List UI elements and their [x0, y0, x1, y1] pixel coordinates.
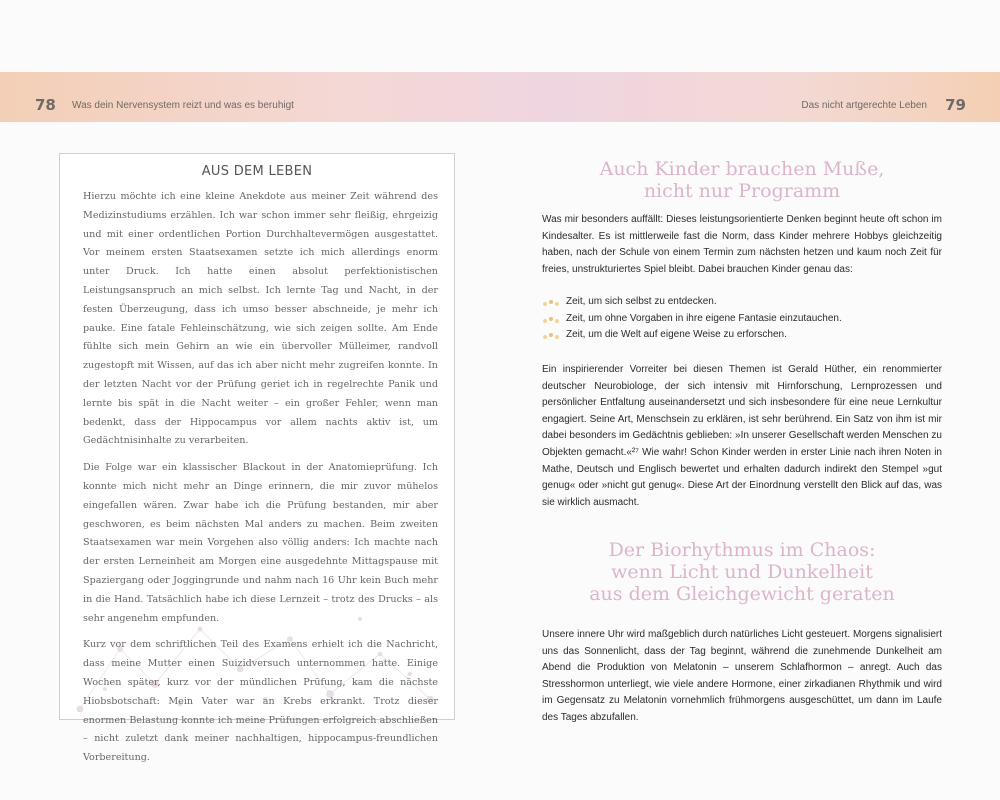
box-paragraph-2: Die Folge war ein klassischer Blackout in der Anatomieprüfung. Ich konnte mich nicht mehr an Dinge erinnern, die mir zuvor mühelos eingefallen wären. Zwar habe ich die Prüfung bestanden, mir aber geschworen, es beim nächsten Mal anders zu machen. Beim zweiten Staatsexamen war mein Vorgehen also völlig anders: Ich machte nach der ersten Lerneinheit am Morgen eine ausgedehnte Mittagspause mit Spaziergang oder Joggingrunde und nahm nach 16 Uhr kein Buch mehr in die Hand. Tatsächlich habe ich diese Lernzeit – trotz des Drucks – als sehr angenehm empfunden. — [83, 462, 438, 624]
box-paragraph-3: Kurz vor dem schriftlichen Teil des Examens erhielt ich die Nachricht, dass meine Mutter einen Suizidversuch unternommen hatte. Einige Wochen später, kurz vor der mündlichen Prüfung, kam die nächste Hiobsbotschaft: Mein Vater war an Krebs erkrankt. Trotz dieser enormen Belastung konnte ich meine Prüfungen erfolgreich abschließen – nicht zuletzt dank meiner nachhaltigen, hippocampus-freundlichen Vorbereitung. — [83, 639, 438, 764]
list-item: Zeit, um die Welt auf eigene Weise zu erforschen. — [542, 327, 942, 344]
box-paragraph-1: Hierzu möchte ich eine kleine Anekdote aus meiner Zeit während des Medizinstudiums erzählen. Ich war schon immer sehr fleißig, ehrgeizig und mit einer ordentlichen Portion Durchhaltevermögen ausgestattet. Vor meinem ersten Staatsexamen setzte ich mich allerdings enorm unter Druck. Ich hatte einen absolut perfektionistischen Leistungsanspruch an mich selbst. Ich lernte Tag und Nacht, in der festen Überzeugung, dass ich umso besser abschneide, je mehr ich pauke. Eine fatale Fehleinschätzung, wie sich zeigen sollte. Am Ende fühlte sich mein Gehirn an wie ein übervoller Mülleimer, randvoll zugestopft mit Wissen, auf das ich aber nicht mehr zugreifen konnte. In der letzten Nacht vor der Prüfung geriet ich in regelrechte Panik und lernte bis spät in die Nacht weiter – ein großer Fehler, wenn man bedenkt, dass der Hippocampus vor allem nachts aktiv ist, um Gedächtnisinhalte zu verarbeiten. — [83, 191, 438, 447]
list-item: Zeit, um ohne Vorgaben in ihre eigene Fantasie einzutauchen. — [542, 311, 942, 328]
list-item: Zeit, um sich selbst zu entdecken. — [542, 294, 942, 311]
bullet-dots-icon — [542, 299, 562, 307]
box-title: AUS DEM LEBEN — [201, 164, 313, 179]
left-page-number: 78 — [35, 96, 56, 114]
section1-heading: Auch Kinder brauchen Muße, nicht nur Programm — [599, 158, 885, 202]
right-running-title: Das nicht artgerechte Leben — [801, 100, 927, 111]
right-page-number: 79 — [945, 96, 966, 114]
section2-heading: Der Biorhythmus im Chaos: wenn Licht und Dunkelheit aus dem Gleichgewicht geraten — [589, 539, 895, 605]
bullet-dots-icon — [542, 316, 562, 324]
bullet-list — [542, 294, 942, 344]
section1-intro: Was mir besonders auffällt: Dieses leistungsorientierte Denken beginnt heute oft schon im Kindesalter. Es ist mittlerweile fast die Norm, dass Kinder mehrere Hobbys gleichzeitig haben, nach der Schule von einem Termin zum nächsten hetzen und kaum noch Zeit für freies, unstrukturiertes Spiel bleibt. Dabei brauchen Kinder genau das: — [542, 214, 942, 275]
header-band — [0, 72, 1000, 122]
anecdote-box — [59, 153, 455, 764]
section2-paragraph: Unsere innere Uhr wird maßgeblich durch natürliches Licht gesteuert. Morgens signalisiert uns das Sonnenlicht, dass der Tag beginnt, während die zunehmende Dunkelheit am Abend die Produktion von Melatonin – unserem Schlafhormon – anregt. Auch das Stresshormon unterliegt, wie viele andere Hormone, einer zirkadianen Rhythmik und wird im Gegensatz zu Melatonin vornehmlich frühmorgens ausgeschüttet, um dann im Laufe des Tages abzufallen. — [542, 629, 942, 723]
bullet-dots-icon — [542, 332, 562, 340]
section1-paragraph-2: Ein inspirierender Vorreiter bei diesen Themen ist Gerald Hüther, ein renommierter deutscher Neurobiologe, der sich intensiv mit Hirnforschung, Lernprozessen und persönlicher Entfaltung auseinandersetzt und sich insbesondere für eine neue Lernkultur engagiert. Seine Art, Menschsein zu erklären, ist sehr berührend. Ein Satz von ihm ist mir dabei besonders im Gedächtnis geblieben: »In unserer Gesellschaft werden Menschen zu Objekten gemacht.«²⁷ Wie wahr! Schon Kinder werden in erster Linie nach ihren Noten in Mathe, Deutsch und Englisch bewertet und erhalten dadurch indirekt den Stempel »gut genug« oder »nicht gut genug«. Diese Art der Einordnung verstellt den Blick auf das, was sie wirklich ausmacht. — [542, 364, 942, 508]
left-running-title: Was dein Nervensystem reizt und was es beruhigt — [72, 100, 294, 111]
